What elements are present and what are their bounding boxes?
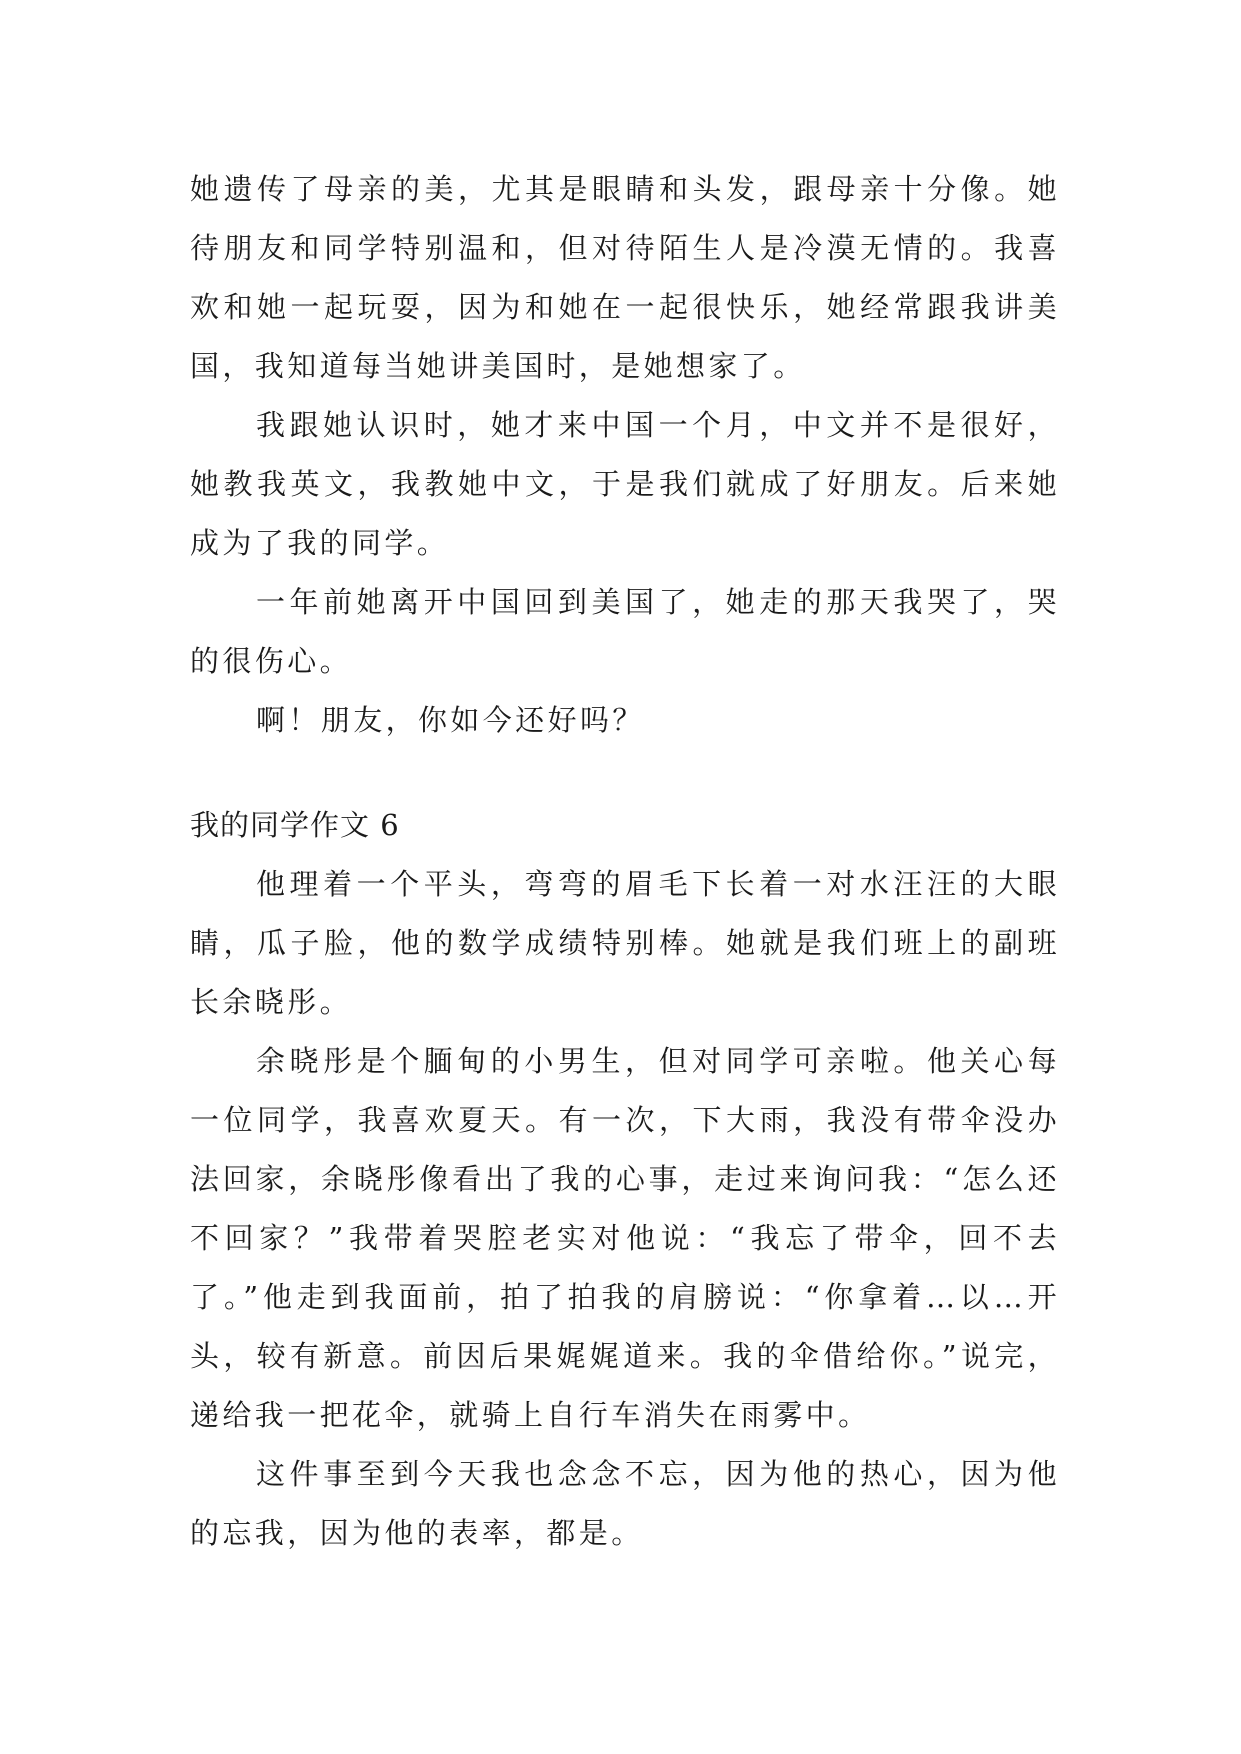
paragraph: 一年前她离开中国回到美国了，她走的那天我哭了，哭的很伤心。 bbox=[190, 585, 1060, 678]
document-body bbox=[190, 160, 1060, 1563]
paragraph: 这件事至到今天我也念念不忘，因为他的热心，因为他的忘我，因为他的表率，都是。 bbox=[190, 1457, 1060, 1550]
paragraph-continued: 她遗传了母亲的美，尤其是眼睛和头发，跟母亲十分像。她待朋友和同学特别温和，但对待陌生人是冷漠无情的。我喜欢和她一起玩耍，因为和她在一起很快乐，她经常跟我讲美国，我知道每当她讲美国时，是她想家了。 bbox=[190, 172, 1060, 383]
paragraph: 我跟她认识时，她才来中国一个月，中文并不是很好，她教我英文，我教她中文，于是我们就成了好朋友。后来她成为了我的同学。 bbox=[190, 408, 1060, 560]
section-title: 我的同学作文 6 bbox=[190, 808, 400, 842]
paragraph: 他理着一个平头，弯弯的眉毛下长着一对水汪汪的大眼睛，瓜子脸，他的数学成绩特别棒。她就是我们班上的副班长余晓彤。 bbox=[190, 867, 1060, 1019]
paragraph: 余晓彤是个腼甸的小男生，但对同学可亲啦。他关心每一位同学，我喜欢夏天。有一次，下大雨，我没有带伞没办法回家，余晓彤像看出了我的心事，走过来询问我：“怎么还不回家？”我带着哭腔老实对他说：“我忘了带伞，回不去了。”他走到我面前，拍了拍我的肩膀说：“你拿着…以…开头，较有新意。前因后果娓娓道来。我的伞借给你。”说完，递给我一把花伞，就骑上自行车消失在雨雾中。 bbox=[190, 1044, 1060, 1432]
paragraph: 啊！朋友，你如今还好吗？ bbox=[256, 703, 645, 737]
